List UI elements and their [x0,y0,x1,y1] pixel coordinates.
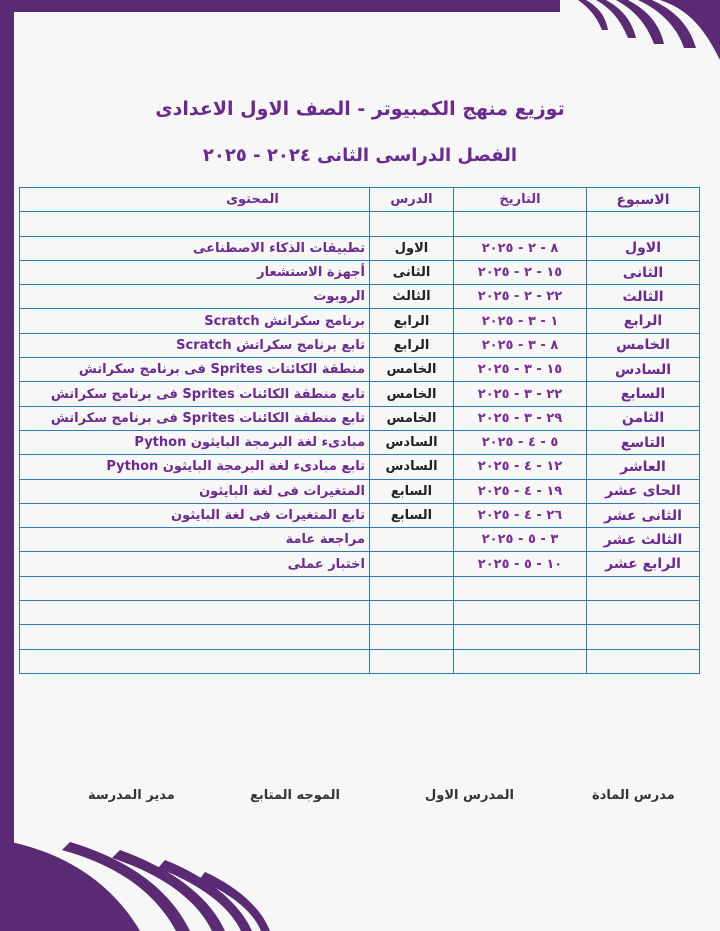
lesson-cell: الرابع [370,309,454,333]
table-row [20,406,700,430]
bottom-left-curves-decoration [0,820,280,931]
date-cell [454,212,587,236]
week-cell [587,601,700,625]
content-cell: تابع منطقة الكائنات Sprites فى برنامج سكراتش [20,382,370,406]
content-cell: أجهزة الاستشعار [20,260,370,284]
signature-first-teacher: المدرس الاول [425,788,515,803]
table-row [20,503,700,527]
lesson-cell: الرابع [370,333,454,357]
date-cell: ٢٢ - ٣ - ٢٠٢٥ [454,382,587,406]
week-cell: الثامن [587,406,700,430]
content-cell: مبادىء لغة البرمجة البايثون Python [20,430,370,454]
content-cell: اختبار عملى [20,552,370,576]
table-row [20,552,700,576]
lesson-cell: السابع [370,503,454,527]
week-cell: الثانى [587,260,700,284]
table-row [20,260,700,284]
content-cell: الروبوت [20,285,370,309]
table-row [20,285,700,309]
content-cell [20,625,370,649]
date-cell [454,576,587,600]
week-cell: الاول [587,236,700,260]
week-cell: الرابع عشر [587,552,700,576]
week-cell: الحاى عشر [587,479,700,503]
table-row [20,649,700,673]
lesson-cell [370,601,454,625]
table-row [20,333,700,357]
week-cell: السادس [587,358,700,382]
content-cell: تطبيقات الذكاء الاصطناعى [20,236,370,260]
table-row [20,576,700,600]
date-cell: ١٢ - ٤ - ٢٠٢٥ [454,455,587,479]
curriculum-table [19,187,700,674]
content-cell [20,576,370,600]
signature-subject-teacher: مدرس المادة [592,788,675,803]
table-row [20,625,700,649]
lesson-cell: السابع [370,479,454,503]
date-cell: ١٠ - ٥ - ٢٠٢٥ [454,552,587,576]
date-cell [454,625,587,649]
content-cell: تابع المتغيرات فى لغة البايثون [20,503,370,527]
table-row [20,309,700,333]
week-cell [587,212,700,236]
page-subtitle: الفصل الدراسى الثانى ٢٠٢٤ - ٢٠٢٥ [202,145,518,166]
week-cell: السابع [587,382,700,406]
content-cell: تابع مبادىء لغة البرمجة البايثون Python [20,455,370,479]
content-cell [20,601,370,625]
week-cell: الثالث عشر [587,528,700,552]
signature-principal: مدير المدرسة [88,788,175,803]
lesson-cell [370,576,454,600]
week-cell: الرابع [587,309,700,333]
top-right-curves-decoration [540,0,720,60]
lesson-cell: الخامس [370,406,454,430]
week-cell: الثالث [587,285,700,309]
table-row [20,601,700,625]
content-cell: مراجعة عامة [20,528,370,552]
content-cell: تابع برنامج سكراتش Scratch [20,333,370,357]
content-cell: تابع منطقة الكائنات Sprites فى برنامج سكراتش [20,406,370,430]
lesson-cell: الثانى [370,260,454,284]
lesson-cell: السادس [370,455,454,479]
date-cell [454,649,587,673]
date-cell: ٢٩ - ٣ - ٢٠٢٥ [454,406,587,430]
date-cell [454,601,587,625]
table-row [20,382,700,406]
date-cell: ٨ - ٣ - ٢٠٢٥ [454,333,587,357]
lesson-cell: الخامس [370,382,454,406]
week-cell: الخامس [587,333,700,357]
week-cell [587,576,700,600]
table-row [20,212,700,236]
lesson-cell [370,625,454,649]
signature-supervisor: الموجه المتابع [250,788,340,803]
date-cell: ٥ - ٤ - ٢٠٢٥ [454,430,587,454]
date-cell: ٢٢ - ٢ - ٢٠٢٥ [454,285,587,309]
header-content: المحتوى [20,188,370,212]
week-cell: العاشر [587,455,700,479]
lesson-cell: الاول [370,236,454,260]
lesson-cell: الخامس [370,358,454,382]
week-cell [587,625,700,649]
week-cell [587,649,700,673]
page-title: توزيع منهج الكمبيوتر - الصف الاول الاعدادى [155,98,565,120]
table-row [20,479,700,503]
content-cell [20,212,370,236]
table-row [20,358,700,382]
content-cell: برنامج سكراتش Scratch [20,309,370,333]
table-row [20,528,700,552]
lesson-cell [370,552,454,576]
week-cell: التاسع [587,430,700,454]
table-header-row [20,188,700,212]
date-cell: ٣ - ٥ - ٢٠٢٥ [454,528,587,552]
left-frame-bar [0,0,14,931]
lesson-cell [370,212,454,236]
lesson-cell [370,649,454,673]
lesson-cell: الثالث [370,285,454,309]
lesson-cell: السادس [370,430,454,454]
date-cell: ٢٦ - ٤ - ٢٠٢٥ [454,503,587,527]
table-row [20,236,700,260]
date-cell: ١٥ - ٢ - ٢٠٢٥ [454,260,587,284]
table-row [20,455,700,479]
top-frame-bar [0,0,560,12]
content-cell: المتغيرات فى لغة البايثون [20,479,370,503]
content-cell: منطقة الكائنات Sprites فى برنامج سكراتش [20,358,370,382]
header-lesson: الدرس [370,188,454,212]
lesson-cell [370,528,454,552]
date-cell: ٨ - ٢ - ٢٠٢٥ [454,236,587,260]
date-cell: ١٩ - ٤ - ٢٠٢٥ [454,479,587,503]
date-cell: ١٥ - ٣ - ٢٠٢٥ [454,358,587,382]
header-date: التاريخ [454,188,587,212]
table-row [20,430,700,454]
header-week: الاسبوع [587,188,700,212]
date-cell: ١ - ٣ - ٢٠٢٥ [454,309,587,333]
week-cell: الثانى عشر [587,503,700,527]
content-cell [20,649,370,673]
